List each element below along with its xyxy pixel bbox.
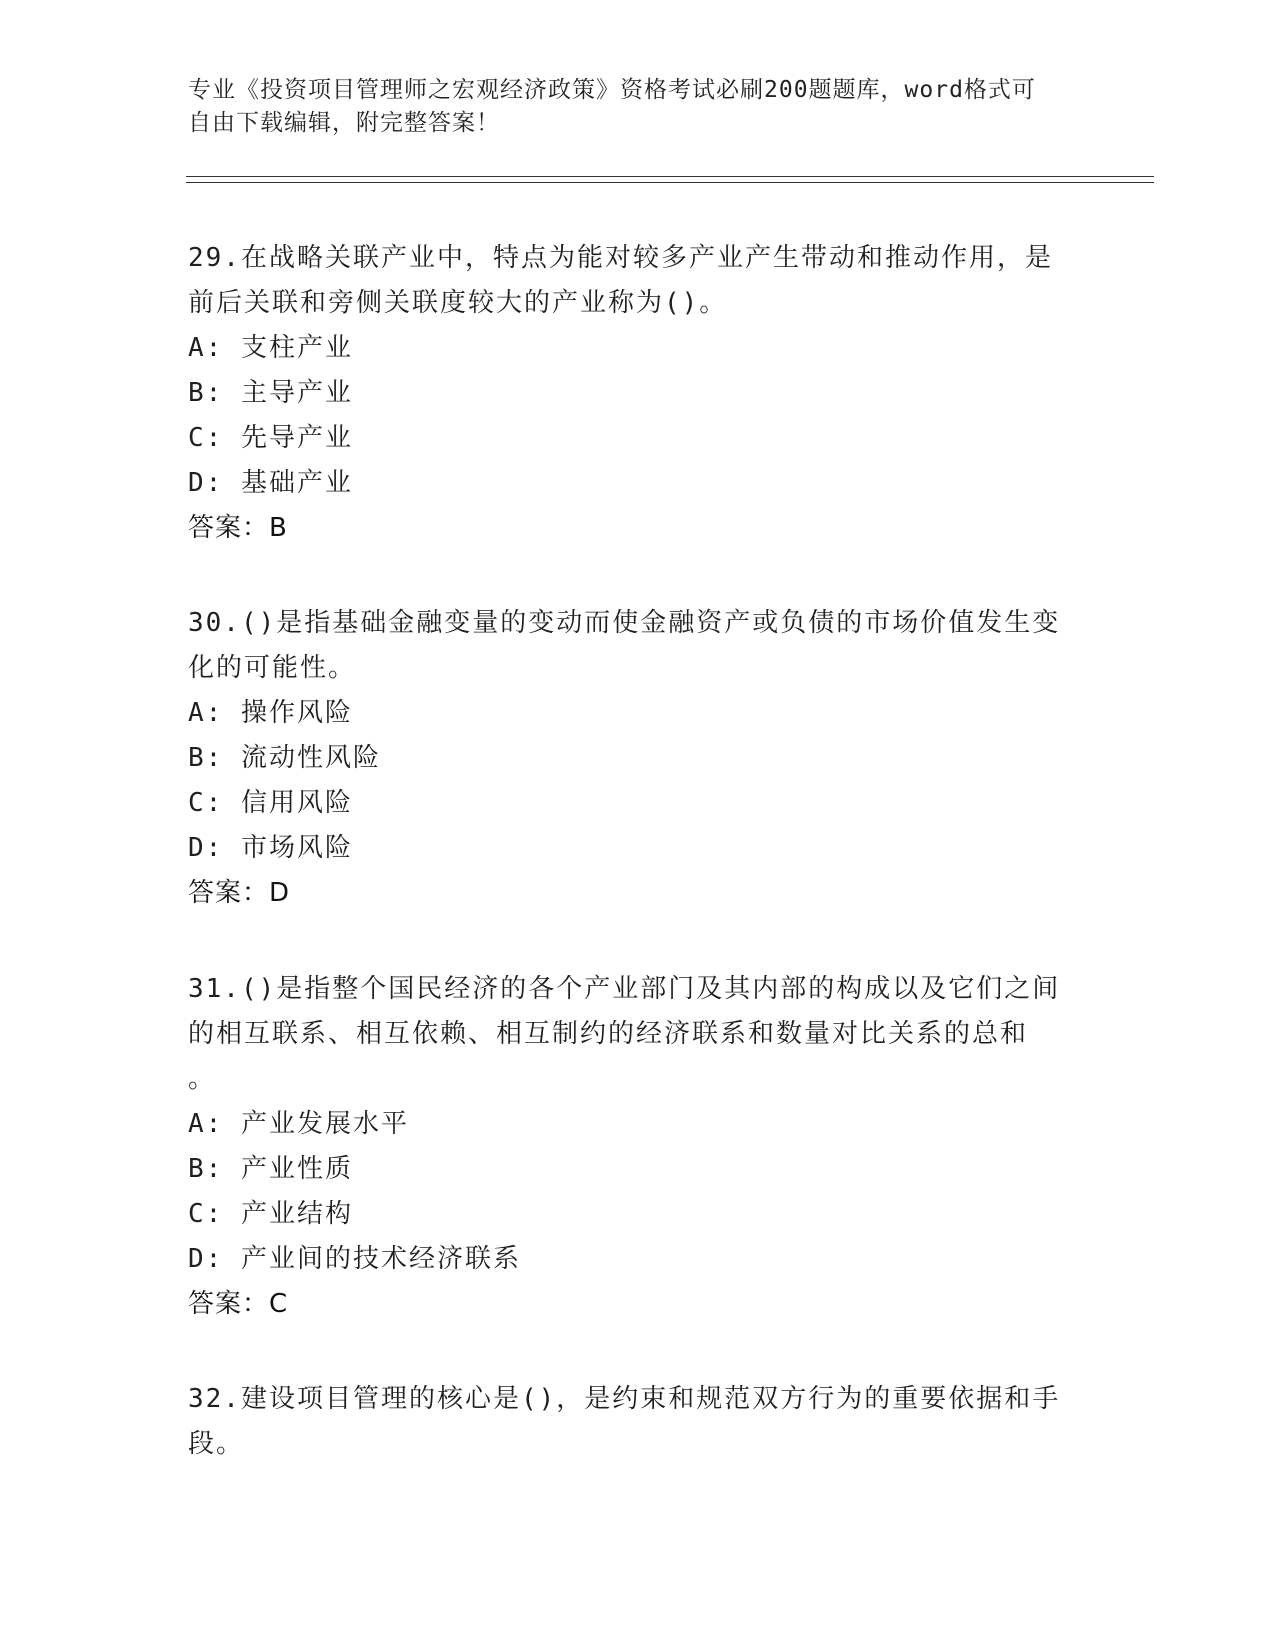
question-29 <box>188 236 1088 551</box>
question-stem-line: 32.建设项目管理的核心是()，是约束和规范双方行为的重要依据和手 <box>188 1384 1061 1414</box>
question-32 <box>188 1377 1088 1467</box>
question-30 <box>188 601 1088 916</box>
document-header <box>188 74 1068 140</box>
option-c: C: 产业结构 <box>188 1199 353 1229</box>
option-b: B: 主导产业 <box>188 378 353 408</box>
question-stem-line: 前后关联和旁侧关联度较大的产业称为()。 <box>188 288 728 318</box>
option-d: D: 产业间的技术经济联系 <box>188 1244 521 1274</box>
answer-line: 答案：B <box>188 513 288 543</box>
question-stem-line: 30.()是指基础金融变量的变动而使金融资产或负债的市场价值发生变 <box>188 608 1061 638</box>
option-a: A: 操作风险 <box>188 698 353 728</box>
option-d: D: 市场风险 <box>188 833 353 863</box>
question-stem-line: 化的可能性。 <box>188 653 357 683</box>
answer-line: 答案：C <box>188 1289 289 1319</box>
question-stem-line: 31.()是指整个国民经济的各个产业部门及其内部的构成以及它们之间 <box>188 974 1061 1004</box>
question-stem-line: 29.在战略关联产业中，特点为能对较多产业产生带动和推动作用，是 <box>188 243 1053 273</box>
answer-line: 答案：D <box>188 878 291 908</box>
question-31 <box>188 967 1088 1327</box>
question-stem-line: 段。 <box>188 1429 245 1459</box>
option-c: C: 先导产业 <box>188 423 353 453</box>
option-b: B: 流动性风险 <box>188 743 381 773</box>
option-a: A: 产业发展水平 <box>188 1109 409 1139</box>
option-c: C: 信用风险 <box>188 788 353 818</box>
question-stem-line: 。 <box>188 1064 217 1094</box>
question-stem-line: 的相互联系、相互依赖、相互制约的经济联系和数量对比关系的总和 <box>188 1019 1029 1049</box>
option-d: D: 基础产业 <box>188 468 353 498</box>
option-b: B: 产业性质 <box>188 1154 353 1184</box>
option-a: A: 支柱产业 <box>188 333 353 363</box>
header-line-1: 专业《投资项目管理师之宏观经济政策》资格考试必刷200题题库，word格式可 <box>188 77 1036 103</box>
header-divider <box>186 176 1154 183</box>
header-line-2: 自由下载编辑，附完整答案！ <box>188 110 500 136</box>
